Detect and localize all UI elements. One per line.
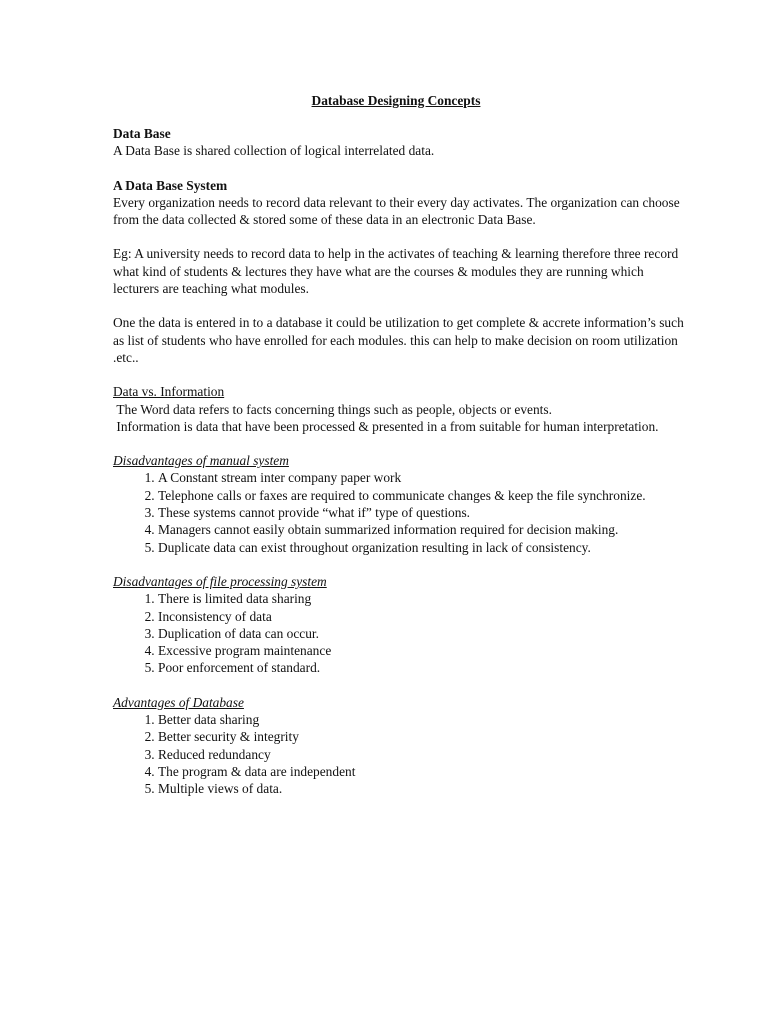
data-definition: The Word data refers to facts concerning things such as people, objects or events. bbox=[113, 401, 552, 417]
document-body bbox=[113, 125, 688, 798]
dbsystem-paragraph-1: Every organization needs to record data relevant to their every day activates. The organization can choose from the data collected & stored some of these data in an electronic Data Base. bbox=[113, 194, 680, 228]
advantages-list bbox=[113, 711, 688, 797]
manual-list bbox=[113, 469, 688, 555]
list-item: 4. Managers cannot easily obtain summarized information required for decision making. bbox=[158, 521, 688, 538]
dbsystem-heading: A Data Base System bbox=[113, 177, 228, 193]
fileproc-heading: Disadvantages of file processing system bbox=[113, 573, 327, 589]
dbsystem-paragraph-3: One the data is entered in to a database it could be utilization to get complete & accrete information’s such as list of students who have enrolled for each modules. this can help to make decision on room utilization .etc.. bbox=[113, 315, 684, 365]
list-item: 1. There is limited data sharing bbox=[158, 590, 688, 607]
advantages-heading: Advantages of Database bbox=[113, 694, 244, 710]
list-item: 2. Inconsistency of data bbox=[158, 608, 688, 625]
list-item: 5. Duplicate data can exist throughout organization resulting in lack of consistency. bbox=[158, 539, 688, 556]
list-item: 2. Telephone calls or faxes are required to communicate changes & keep the file synchronize. bbox=[158, 487, 688, 504]
dbsystem-paragraph-2: Eg: A university needs to record data to help in the activates of teaching & learning therefore three record what kind of students & lectures they have what are the courses & modules they are running which lecturers are teaching what modules. bbox=[113, 246, 679, 297]
fileproc-list bbox=[113, 590, 688, 676]
database-definition: A Data Base is shared collection of logical interrelated data. bbox=[113, 143, 435, 159]
list-item: 3. Duplication of data can occur. bbox=[158, 625, 688, 642]
list-item: 3. Reduced redundancy bbox=[158, 746, 688, 763]
document-title: Database Designing Concepts bbox=[311, 93, 481, 108]
information-definition: Information is data that have been processed & presented in a from suitable for human interpretation. bbox=[113, 418, 659, 434]
list-item: 1. Better data sharing bbox=[158, 711, 688, 728]
manual-heading: Disadvantages of manual system bbox=[113, 453, 289, 469]
list-item: 1. A Constant stream inter company paper work bbox=[158, 469, 688, 486]
list-item: 3. These systems cannot provide “what if” type of questions. bbox=[158, 504, 688, 521]
list-item: 4. The program & data are independent bbox=[158, 763, 688, 780]
database-heading: Data Base bbox=[113, 126, 171, 141]
data-vs-info-heading: Data vs. Information bbox=[113, 384, 225, 400]
list-item: 5. Multiple views of data. bbox=[158, 780, 688, 797]
list-item: 4. Excessive program maintenance bbox=[158, 642, 688, 659]
list-item: 2. Better security & integrity bbox=[158, 728, 688, 745]
list-item: 5. Poor enforcement of standard. bbox=[158, 659, 688, 676]
